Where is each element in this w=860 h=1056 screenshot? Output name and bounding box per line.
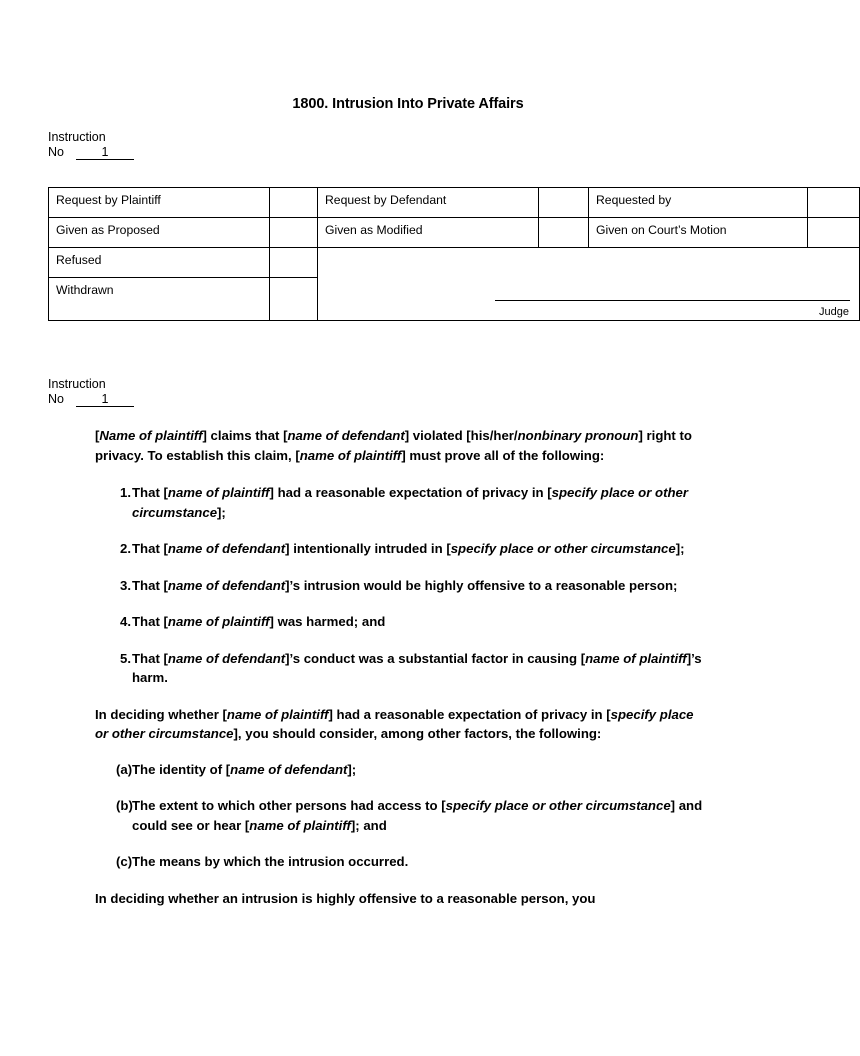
checkbox-given-on-courts-motion[interactable] — [808, 218, 860, 248]
list-item-text: The means by which the intrusion occurred. — [132, 854, 409, 869]
list-item-marker: 5. — [120, 650, 131, 666]
checkbox-withdrawn[interactable] — [270, 278, 318, 321]
list-item — [95, 760, 709, 780]
judge-signature-line[interactable] — [495, 300, 850, 301]
cell-withdrawn: Withdrawn — [49, 278, 270, 321]
table-row — [49, 218, 860, 248]
cell-given-as-proposed: Given as Proposed — [49, 218, 270, 248]
list-item-marker: 3. — [120, 577, 131, 593]
list-item-marker: 2. — [120, 541, 131, 556]
table-row — [49, 248, 860, 278]
checkbox-request-by-defendant[interactable] — [539, 188, 589, 218]
closing-paragraph: In deciding whether an intrusion is highly offensive to a reasonable person, you — [95, 890, 596, 906]
list-item-marker: (a) — [116, 761, 133, 777]
elements-list — [95, 483, 709, 688]
list-item-text: The identity of [name of defendant]; — [132, 761, 357, 777]
list-item — [95, 612, 709, 632]
list-item-text: That [name of plaintiff] was harmed; and — [132, 614, 386, 629]
list-item-marker: 1. — [120, 485, 131, 500]
judge-signature-caption: Judge — [819, 306, 849, 318]
list-item — [95, 539, 709, 559]
instruction-body — [95, 426, 709, 926]
list-item — [95, 852, 709, 872]
list-item-text: That [name of defendant]’s intrusion would be highly offensive to a reasonable person; — [132, 577, 678, 593]
cell-given-on-courts-motion: Given on Court’s Motion — [589, 218, 808, 248]
list-item-text: That [name of defendant] intentionally intruded in [specify place or other circumstance]; — [132, 541, 685, 556]
list-item-marker: 4. — [120, 614, 131, 629]
checkbox-given-as-proposed[interactable] — [270, 218, 318, 248]
list-item-marker: (c) — [116, 854, 133, 869]
cell-refused: Refused — [49, 248, 270, 278]
instruction-label-line1: Instruction — [48, 377, 106, 391]
checkbox-requested-by[interactable] — [808, 188, 860, 218]
instruction-number-header-bottom — [48, 377, 134, 407]
cell-requested-by: Requested by — [589, 188, 808, 218]
judge-signature-cell — [318, 248, 860, 321]
checkbox-refused[interactable] — [270, 248, 318, 278]
list-item-text: That [name of plaintiff] had a reasonable expectation of privacy in [specify place or other circumstance]; — [132, 485, 688, 520]
cell-given-as-modified: Given as Modified — [318, 218, 539, 248]
list-item-text: That [name of defendant]’s conduct was a substantial factor in causing [name of plaintiff]’s harm. — [132, 650, 702, 685]
list-item — [95, 483, 709, 522]
cell-request-by-plaintiff: Request by Plaintiff — [49, 188, 270, 218]
checkbox-given-as-modified[interactable] — [539, 218, 589, 248]
table-row — [49, 188, 860, 218]
list-item — [95, 796, 709, 835]
cell-request-by-defendant: Request by Defendant — [318, 188, 539, 218]
instruction-label-line2: No — [48, 392, 64, 406]
checkbox-request-by-plaintiff[interactable] — [270, 188, 318, 218]
page-title: 1800. Intrusion Into Private Affairs — [292, 96, 524, 112]
instruction-number-field[interactable]: 1 — [76, 392, 134, 407]
disposition-table — [48, 187, 860, 321]
factors-list — [95, 760, 709, 872]
instruction-label-line1: Instruction — [48, 130, 106, 144]
list-item — [95, 649, 709, 688]
instruction-number-header-top — [48, 130, 134, 160]
list-item-marker: (b) — [116, 798, 133, 813]
instruction-number-field[interactable]: 1 — [76, 145, 134, 160]
intro-paragraph: [Name of plaintiff] claims that [name of defendant] violated [his/her/nonbinary pronoun] right to privacy. To establish this claim, [name of plaintiff] must prove all of the following: — [95, 428, 692, 463]
instruction-label-line2: No — [48, 145, 64, 159]
factors-paragraph: In deciding whether [name of plaintiff] had a reasonable expectation of privacy in [specify place or other circumstance], you should consider, among other factors, the following: — [95, 706, 694, 741]
list-item — [95, 576, 709, 596]
list-item-text: The extent to which other persons had access to [specify place or other circumstance] and could see or hear [name of plaintiff]; and — [132, 798, 703, 833]
